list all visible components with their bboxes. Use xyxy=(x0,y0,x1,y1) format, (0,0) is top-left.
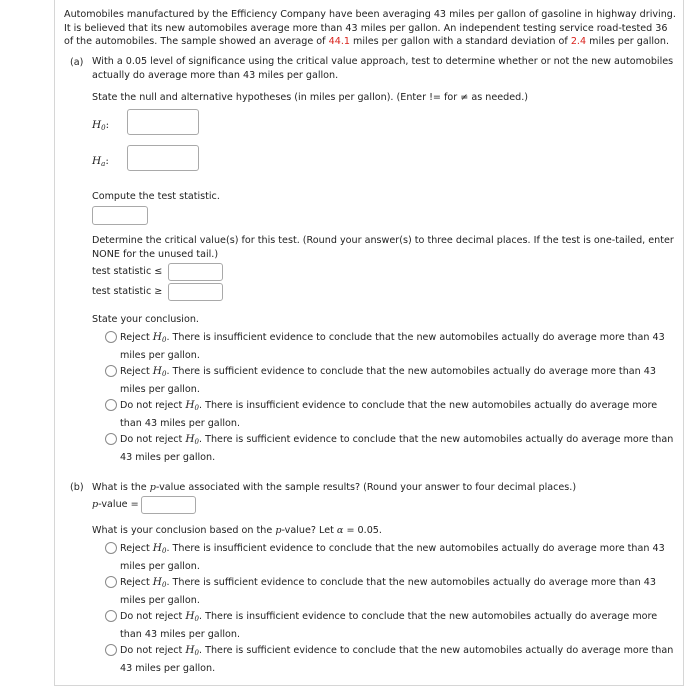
a-option-1-text: Reject $H_0$. There is insufficient evidence to conclude that the new automobiles actually do average more than 43 miles per gallon. xyxy=(120,331,665,361)
a-option-2-text: Reject $H_0$. There is sufficient evidence to conclude that the new automobiles actually do average more than 43 miles per gallon. xyxy=(120,365,656,395)
p-value-label: p-value = xyxy=(92,499,139,510)
b-option-1-text: Reject $H_0$. There is insufficient evidence to conclude that the new automobiles actually do average more than 43 miles per gallon. xyxy=(120,542,665,572)
part-a-question: With a 0.05 level of significance using the critical value approach, test to determine whether or not the new automobiles actually do average more than 43 miles per gallon. xyxy=(92,56,674,81)
b-option-3-radio[interactable] xyxy=(105,610,117,622)
lower-critical-input[interactable] xyxy=(168,263,223,281)
p-value-input[interactable] xyxy=(141,496,196,514)
b-option-3-text: Do not reject $H_0$. There is insufficient evidence to conclude that the new automobiles actually do average more than 43 miles per gallon. xyxy=(120,610,658,640)
ha-input[interactable] xyxy=(127,145,199,171)
upper-critical-input[interactable] xyxy=(168,283,223,301)
part-b-question: What is the p-value associated with the sample results? (Round your answer to four decimal places.) xyxy=(92,482,577,493)
sample-sd: 2.4 xyxy=(570,36,587,47)
intro-paragraph: Automobiles manufactured by the Efficiency Company have been averaging 43 miles per gallon of gasoline in highway driving. It is believed that its new automobiles average more than 43 miles per gallon. An independent testing service road-tested 36 of the automobiles. The sample showed an average of 44.1 miles per gallon with a standard deviation of 2.4 miles per gallon. xyxy=(64,9,676,47)
ha-label: $H_a$: xyxy=(92,155,109,168)
conclusion-prompt: State your conclusion. xyxy=(92,314,199,325)
b-option-2-radio[interactable] xyxy=(105,576,117,588)
critical-value-prompt: Determine the critical value(s) for this test. (Round your answer(s) to three decimal places. If the test is one-tailed, enter NONE for the unused tail.) xyxy=(92,235,674,260)
b-option-4-radio[interactable] xyxy=(105,644,117,656)
part-a-label: (a) xyxy=(70,57,84,68)
upper-critical-label: test statistic ≥ xyxy=(92,286,163,297)
h0-input[interactable] xyxy=(127,109,199,135)
part-b-label: (b) xyxy=(70,482,84,493)
a-option-3-radio[interactable] xyxy=(105,399,117,411)
a-option-4-radio[interactable] xyxy=(105,433,117,445)
test-statistic-input[interactable] xyxy=(92,206,148,225)
b-option-4-text: Do not reject $H_0$. There is sufficient evidence to conclude that the new automobiles actually do average more than 43 miles per gallon. xyxy=(120,644,674,674)
sample-mean: 44.1 xyxy=(328,36,350,47)
hypotheses-instruction: State the null and alternative hypotheses (in miles per gallon). (Enter != for ≠ as needed.) xyxy=(92,92,529,103)
p-value-conclusion-prompt: What is your conclusion based on the p-value? Let α = 0.05. xyxy=(92,525,382,536)
a-option-3-text: Do not reject $H_0$. There is insufficient evidence to conclude that the new automobiles actually do average more than 43 miles per gallon. xyxy=(120,399,658,429)
a-option-1-radio[interactable] xyxy=(105,331,117,343)
b-option-2-text: Reject $H_0$. There is sufficient evidence to conclude that the new automobiles actually do average more than 43 miles per gallon. xyxy=(120,576,656,606)
a-option-4-text: Do not reject $H_0$. There is sufficient evidence to conclude that the new automobiles actually do average more than 43 miles per gallon. xyxy=(120,433,674,463)
a-option-2-radio[interactable] xyxy=(105,365,117,377)
test-statistic-prompt: Compute the test statistic. xyxy=(92,191,220,202)
h0-label: $H_0$: xyxy=(92,119,110,132)
lower-critical-label: test statistic ≤ xyxy=(92,266,163,277)
b-option-1-radio[interactable] xyxy=(105,542,117,554)
